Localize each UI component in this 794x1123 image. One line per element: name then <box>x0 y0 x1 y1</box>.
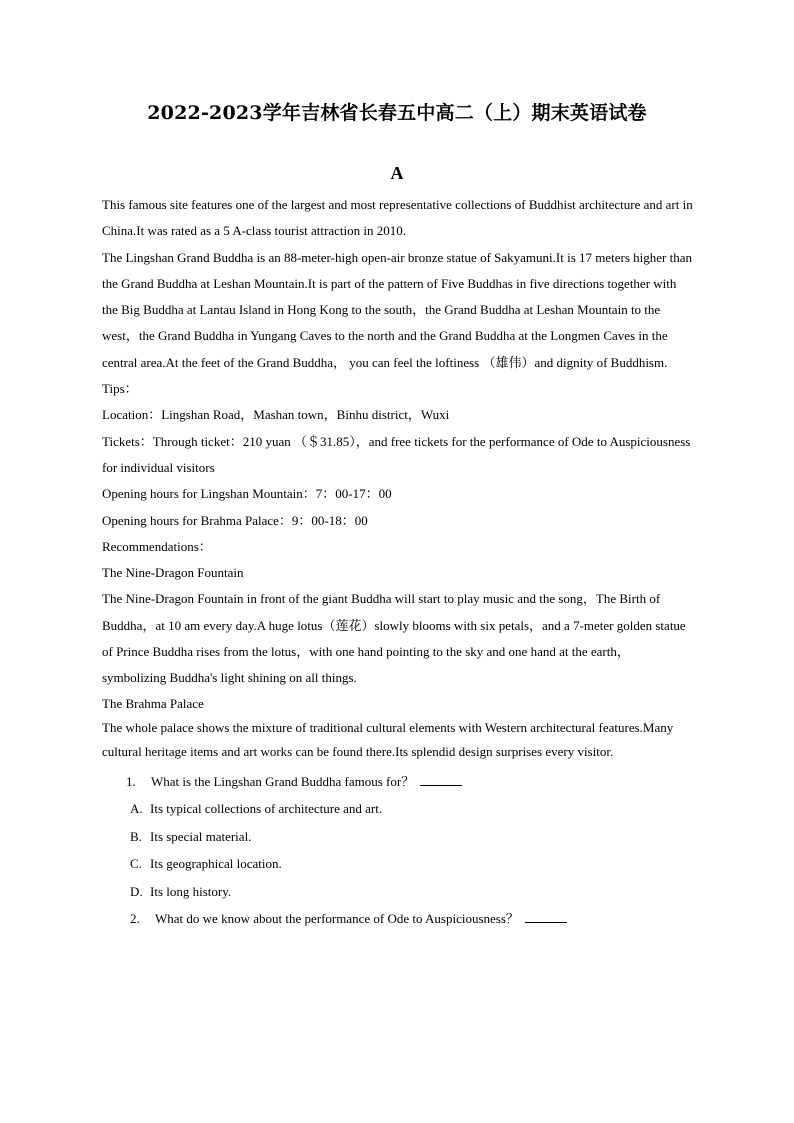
tips-heading: Tips： <box>102 381 138 397</box>
question-text: What do we know about the performance of Ode to Auspiciousness？ <box>155 911 519 927</box>
option-letter: C. <box>130 856 142 872</box>
question-text: What is the Lingshan Grand Buddha famous for？ <box>151 773 415 789</box>
recommendations-heading: Recommendations： <box>102 538 212 554</box>
question-2 <box>102 905 694 933</box>
option-a[interactable] <box>102 795 694 823</box>
question-1 <box>102 768 694 796</box>
option-text: Its long history. <box>150 883 232 899</box>
section-heading: A <box>390 163 404 183</box>
question-number: 1. <box>126 773 136 789</box>
page-title: 2022-2023学年吉林省长春五中高二（上）期末英语试卷 <box>147 102 647 124</box>
option-text: Its special material. <box>150 828 252 844</box>
palace-heading: The Brahma Palace <box>102 695 204 711</box>
option-c[interactable] <box>102 850 694 878</box>
option-text: Its geographical location. <box>150 856 282 872</box>
answer-blank[interactable] <box>525 910 567 923</box>
tip-hours-mountain: Opening hours for Lingshan Mountain：7：00-17：00 <box>102 486 392 502</box>
fountain-heading: The Nine-Dragon Fountain <box>102 565 244 581</box>
paragraph-buddha: The Lingshan Grand Buddha is an 88-meter-high open-air bronze statue of Sakyamuni.It is 17 meters higher than the Grand Buddha at Leshan Mountain.It is part of the pattern of Five Buddhas in five directions together with the Big Buddha at Lantau Island in Hong Kong to the south，the Grand Buddha at Leshan Mountain to the west，the Grand Buddha in Yungang Caves to the north and the Grand Buddha at the Longmen Caves in the central area.At the feet of the Grand Buddha， you can feel the loftiness （雄伟）and dignity of Buddhism. <box>102 249 692 370</box>
option-letter: D. <box>130 883 143 899</box>
fountain-paragraph: The Nine-Dragon Fountain in front of the giant Buddha will start to play music and the song，The Birth of Buddha，at 10 am every day.A huge lotus（莲花）slowly blooms with six petals，and a 7-meter golden statue of Prince Buddha rises from the lotus，with one hand pointing to the sky and one hand at the earth，symbolizing Buddha's light shining on all things. <box>102 591 686 686</box>
option-text: Its typical collections of architecture and art. <box>150 801 383 817</box>
palace-paragraph: The whole palace shows the mixture of traditional cultural elements with Western architectural features.Many cultural heritage items and art works can be found there.Its splendid design surprises every visitor. <box>102 719 674 759</box>
tip-hours-palace: Opening hours for Brahma Palace：9：00-18：00 <box>102 512 368 528</box>
paragraph-intro: This famous site features one of the largest and most representative collections of Buddhist architecture and art in China.It was rated as a 5 A-class tourist attraction in 2010. <box>102 197 693 239</box>
passage <box>102 192 694 933</box>
tip-tickets: Tickets：Through ticket：210 yuan （＄31.85），and free tickets for the performance of Ode to Auspiciousness for individual visitors <box>102 433 691 475</box>
tip-location: Location：Lingshan Road，Mashan town，Binhu district，Wuxi <box>102 407 450 423</box>
answer-blank[interactable] <box>420 773 462 786</box>
option-b[interactable] <box>102 823 694 851</box>
question-number: 2. <box>130 911 140 927</box>
option-letter: B. <box>130 828 142 844</box>
option-d[interactable] <box>102 878 694 906</box>
option-letter: A. <box>130 801 143 817</box>
